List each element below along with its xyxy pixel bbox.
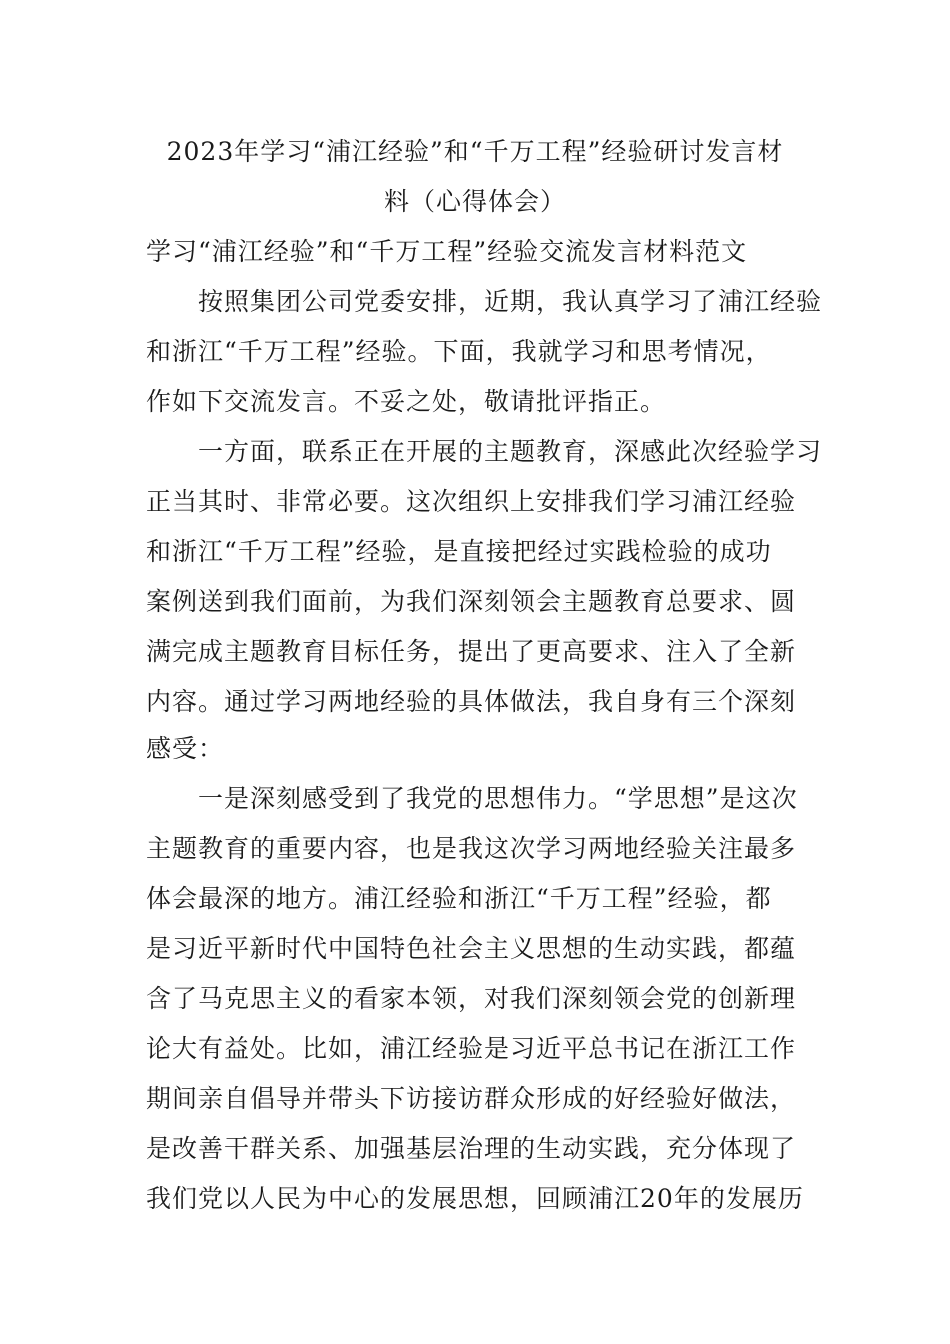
body-line: 一是深刻感受到了我党的思想伟力。“学思想”是这次 — [146, 784, 798, 813]
document-subtitle: 学习“浦江经验”和“千万工程”经验交流发言材料范文 — [146, 237, 748, 266]
body-line: 感受： — [146, 734, 225, 763]
document-title-line-2: 料（心得体会） — [383, 187, 566, 216]
body-line: 含了马克思主义的看家本领，对我们深刻领会党的创新理 — [146, 984, 797, 1013]
body-line: 是改善干群关系、加强基层治理的生动实践，充分体现了 — [146, 1134, 797, 1163]
body-line: 期间亲自倡导并带头下访接访群众形成的好经验好做法， — [146, 1084, 797, 1113]
body-line: 按照集团公司党委安排，近期，我认真学习了浦江经验 — [146, 287, 823, 316]
body-line: 主题教育的重要内容，也是我这次学习两地经验关注最多 — [146, 834, 797, 863]
body-line: 内容。通过学习两地经验的具体做法，我自身有三个深刻 — [146, 687, 797, 716]
body-line: 体会最深的地方。浦江经验和浙江“千万工程”经验，都 — [146, 884, 772, 913]
body-line: 论大有益处。比如，浦江经验是习近平总书记在浙江工作 — [146, 1034, 797, 1063]
body-line: 和浙江“千万工程”经验。下面，我就学习和思考情况， — [146, 337, 772, 366]
body-line: 作如下交流发言。不妥之处，敬请批评指正。 — [146, 387, 667, 416]
body-line: 我们党以人民为中心的发展思想，回顾浦江20年的发展历 — [146, 1184, 804, 1213]
body-line: 案例送到我们面前，为我们深刻领会主题教育总要求、圆 — [146, 587, 797, 616]
document-title-line-1: 2023年学习“浦江经验”和“千万工程”经验研讨发言材 — [166, 137, 784, 166]
body-line: 满完成主题教育目标任务，提出了更高要求、注入了全新 — [146, 637, 797, 666]
body-line: 和浙江“千万工程”经验，是直接把经过实践检验的成功 — [146, 537, 772, 566]
body-line: 一方面，联系正在开展的主题教育，深感此次经验学习 — [146, 437, 823, 466]
body-line: 是习近平新时代中国特色社会主义思想的生动实践，都蕴 — [146, 934, 797, 963]
body-line: 正当其时、非常必要。这次组织上安排我们学习浦江经验 — [146, 487, 797, 516]
